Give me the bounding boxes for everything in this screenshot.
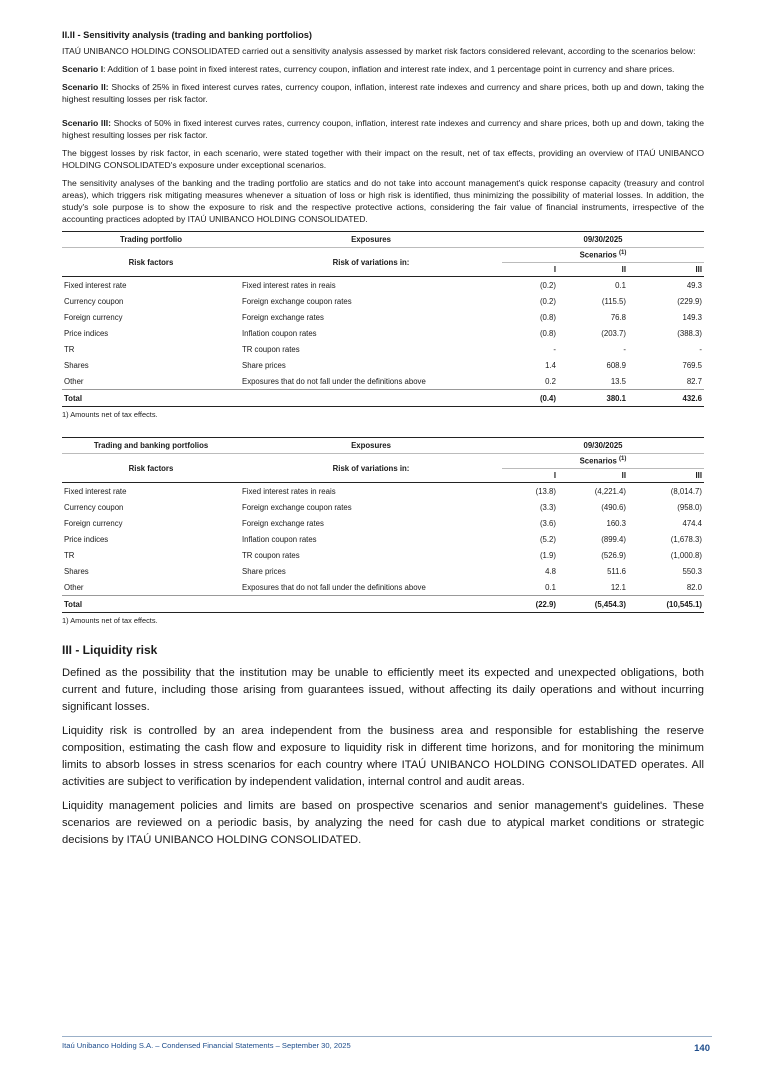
risk-factors-header: Risk factors xyxy=(62,248,240,277)
risk-factor-cell: Shares xyxy=(64,360,89,370)
liquidity-paragraph-1: Defined as the possibility that the institution may be unable to efficiently meet its expected and unexpected obligations, both current and future, including those arising from guarantees issued, without affecting its daily operations and without incurring significant losses. xyxy=(62,667,704,713)
scenario-2-value: 608.9 xyxy=(606,360,626,370)
total-label: Total xyxy=(62,390,240,407)
date-header: 09/30/2025 xyxy=(502,438,704,454)
table-row xyxy=(62,309,704,325)
section-title: II.II - Sensitivity analysis (trading and banking portfolios) xyxy=(62,30,313,40)
scenario-3-value: (958.0) xyxy=(677,502,702,512)
footer-text: Itaú Unibanco Holding S.A. – Condensed Financial Statements – September 30, 2025 xyxy=(62,1041,351,1050)
table-row xyxy=(62,563,704,579)
scenario-col-1: I xyxy=(502,469,558,483)
scenario-1-value: (0.8) xyxy=(539,328,556,338)
total-row xyxy=(62,390,704,407)
scenario-col-1: I xyxy=(502,263,558,277)
table-row xyxy=(62,515,704,531)
total-s2: 380.1 xyxy=(558,390,628,407)
risk-variation-cell: Exposures that do not fall under the definitions above xyxy=(242,376,426,386)
table-row xyxy=(62,531,704,547)
scenario-3-value: 49.3 xyxy=(686,280,702,290)
scenario-2-value: 0.1 xyxy=(615,280,626,290)
total-row xyxy=(62,596,704,613)
scenario-3-value: - xyxy=(699,344,702,354)
page-content xyxy=(62,26,704,856)
total-s2: (5,454.3) xyxy=(558,596,628,613)
table-row xyxy=(62,373,704,390)
exposures-header: Exposures xyxy=(240,232,502,248)
scenario-3-value: (8,014.7) xyxy=(670,486,702,496)
page-footer xyxy=(62,1036,712,1054)
scenario-col-2: II xyxy=(558,263,628,277)
scenario-col-3: III xyxy=(628,263,704,277)
risk-factors-header: Risk factors xyxy=(62,454,240,483)
statics-paragraph: The sensitivity analyses of the banking and the trading portfolio are statics and do not take into account management's quick response capacity (treasury and control areas), which triggers risk mitigating measures whenever a situation of loss or high risk is identified, thus minimizing the possibility of material losses. In addition, the study's sole purpose is to show the exposure to risk and the respective protective actions, considering the fair value of financial instruments, irrespective of the accounting practices adopted by ITAÚ UNIBANCO HOLDING CONSOLIDATED. xyxy=(62,178,704,224)
risk-factor-cell: TR xyxy=(64,550,75,560)
risk-factor-cell: Shares xyxy=(64,566,89,576)
scenario-2-paragraph xyxy=(62,81,704,105)
scenario-2-value: (526.9) xyxy=(601,550,626,560)
risk-variation-cell: Share prices xyxy=(242,566,286,576)
total-s3: 432.6 xyxy=(628,390,704,407)
risk-factor-cell: Price indices xyxy=(64,534,109,544)
risk-variation-cell: Fixed interest rates in reais xyxy=(242,486,336,496)
liquidity-title: III - Liquidity risk xyxy=(62,643,158,657)
scenario-col-2: II xyxy=(558,469,628,483)
scenario-2-value: (115.5) xyxy=(601,296,626,306)
scenario-1-value: 0.2 xyxy=(545,376,556,386)
exposures-header: Exposures xyxy=(240,438,502,454)
trading-banking-table xyxy=(62,437,704,613)
risk-factor-cell: Price indices xyxy=(64,328,109,338)
scenario-3-value: 82.0 xyxy=(686,582,702,592)
table-row xyxy=(62,325,704,341)
scenario-2-value: - xyxy=(623,344,626,354)
risk-factor-cell: Fixed interest rate xyxy=(64,280,127,290)
table-row xyxy=(62,277,704,294)
scenario-1-value: 4.8 xyxy=(545,566,556,576)
page-number: 140 xyxy=(694,1043,710,1054)
table-row xyxy=(62,483,704,500)
scenario-1-value: (1.9) xyxy=(539,550,556,560)
scenario-1-text: : Addition of 1 base point in fixed interest rates, currency coupon, inflation and interest rate index, and 1 percentage point in currency and share prices. xyxy=(103,64,675,74)
scenarios-header: Scenarios $^{(1)}$ xyxy=(502,248,704,263)
portfolio-header: Trading and banking portfolios xyxy=(62,438,240,454)
scenario-2-value: 76.8 xyxy=(610,312,626,322)
losses-paragraph: The biggest losses by risk factor, in each scenario, were stated together with their impact on the result, net of tax effects, providing an overview of ITAÚ UNIBANCO HOLDING CONSOLIDATED's exposure under exceptional scenarios. xyxy=(62,148,704,170)
scenario-2-value: 12.1 xyxy=(610,582,626,592)
scenario-3-paragraph xyxy=(62,117,704,141)
risk-factor-cell: Currency coupon xyxy=(64,296,124,306)
risk-factor-cell: Fixed interest rate xyxy=(64,486,127,496)
table-row xyxy=(62,499,704,515)
risk-factor-cell: TR xyxy=(64,344,75,354)
risk-variation-cell: Share prices xyxy=(242,360,286,370)
scenario-1-value: (0.2) xyxy=(539,296,556,306)
risk-variation-cell: Foreign exchange coupon rates xyxy=(242,296,352,306)
scenario-2-value: (4,221.4) xyxy=(594,486,626,496)
table-row xyxy=(62,547,704,563)
scenario-3-value: 769.5 xyxy=(682,360,702,370)
scenario-1-value: - xyxy=(553,344,556,354)
risk-variation-cell: Exposures that do not fall under the definitions above xyxy=(242,582,426,592)
total-s3: (10,545.1) xyxy=(628,596,704,613)
risk-factor-cell: Foreign currency xyxy=(64,518,123,528)
risk-factor-cell: Currency coupon xyxy=(64,502,124,512)
scenario-3-value: 474.4 xyxy=(682,518,702,528)
scenario-2-value: (899.4) xyxy=(601,534,626,544)
scenario-2-value: 13.5 xyxy=(610,376,626,386)
scenario-3-value: (229.9) xyxy=(677,296,702,306)
scenario-3-value: 550.3 xyxy=(682,566,702,576)
scenario-1-value: (0.8) xyxy=(539,312,556,322)
scenario-1-value: (3.3) xyxy=(539,502,556,512)
scenario-1-value: (3.6) xyxy=(539,518,556,528)
risk-factor-cell: Other xyxy=(64,582,84,592)
scenario-3-value: (1,678.3) xyxy=(670,534,702,544)
table-note: 1) Amounts net of tax effects. xyxy=(62,616,158,625)
scenario-2-value: (203.7) xyxy=(601,328,626,338)
trading-portfolio-table xyxy=(62,231,704,407)
scenario-2-value: (490.6) xyxy=(601,502,626,512)
portfolio-header: Trading portfolio xyxy=(62,232,240,248)
risk-variation-cell: Foreign exchange coupon rates xyxy=(242,502,352,512)
table-note: 1) Amounts net of tax effects. xyxy=(62,410,158,419)
liquidity-paragraph-2: Liquidity risk is controlled by an area independent from the business area and responsible for establishing the reserve composition, estimating the cash flow and exposure to liquidity risk in different time horizons, and for monitoring the minimum limits to absorb losses in stress scenarios for each country where ITAÚ UNIBANCO HOLDING CONSOLIDATED operates. All activities are subject to verification by independent validation, internal control and audit areas. xyxy=(62,725,704,788)
scenario-1-value: 0.1 xyxy=(545,582,556,592)
scenario-3-value: (1,000.8) xyxy=(670,550,702,560)
scenario-3-value: 149.3 xyxy=(682,312,702,322)
scenario-1-value: (0.2) xyxy=(539,280,556,290)
scenario-3-value: (388.3) xyxy=(677,328,702,338)
risk-variations-header: Risk of variations in: xyxy=(240,248,502,277)
scenario-1-label: Scenario I xyxy=(62,64,104,74)
scenario-1-value: 1.4 xyxy=(545,360,556,370)
risk-variation-cell: Inflation coupon rates xyxy=(242,328,317,338)
risk-variation-cell: Foreign exchange rates xyxy=(242,312,324,322)
table-row xyxy=(62,341,704,357)
scenario-1-paragraph xyxy=(62,63,704,75)
liquidity-paragraph-3: Liquidity management policies and limits are based on prospective scenarios and senior management's guidelines. These scenarios are reviewed on a periodic basis, by analyzing the need for cash due to atypical market conditions or strategic decisions by ITAÚ UNIBANCO HOLDING CONSOLIDATED. xyxy=(62,800,704,846)
risk-variation-cell: Fixed interest rates in reais xyxy=(242,280,336,290)
risk-factor-cell: Foreign currency xyxy=(64,312,123,322)
risk-variation-cell: Inflation coupon rates xyxy=(242,534,317,544)
scenario-2-value: 511.6 xyxy=(607,566,626,576)
table-row xyxy=(62,357,704,373)
scenario-1-value: (5.2) xyxy=(539,534,556,544)
scenarios-header: Scenarios $^{(1)}$ xyxy=(502,454,704,469)
risk-variation-cell: Foreign exchange rates xyxy=(242,518,324,528)
scenario-2-label: Scenario II: xyxy=(62,82,109,92)
scenario-3-label: Scenario III: xyxy=(62,118,111,128)
scenario-3-text: Shocks of 50% in fixed interest curves rates, currency coupon, inflation, interest rate indexes and currency and share prices, both up and down, taking the highest resulting losses per risk factor. xyxy=(62,118,704,140)
total-s1: (0.4) xyxy=(502,390,558,407)
total-label: Total xyxy=(62,596,240,613)
scenario-col-3: III xyxy=(628,469,704,483)
scenario-1-value: (13.8) xyxy=(535,486,556,496)
total-s1: (22.9) xyxy=(502,596,558,613)
table-row xyxy=(62,579,704,596)
date-header: 09/30/2025 xyxy=(502,232,704,248)
scenario-2-value: 160.3 xyxy=(606,518,626,528)
scenario-2-text: Shocks of 25% in fixed interest curves rates, currency coupon, inflation, interest rate indexes and currency and share prices, both up and down, taking the highest resulting losses per risk factor. xyxy=(62,82,704,104)
scenario-3-value: 82.7 xyxy=(686,376,702,386)
risk-variation-cell: TR coupon rates xyxy=(242,550,300,560)
risk-factor-cell: Other xyxy=(64,376,84,386)
risk-variations-header: Risk of variations in: xyxy=(240,454,502,483)
table-row xyxy=(62,293,704,309)
risk-variation-cell: TR coupon rates xyxy=(242,344,300,354)
intro-paragraph: ITAÚ UNIBANCO HOLDING CONSOLIDATED carried out a sensitivity analysis assessed by market risk factors considered relevant, according to the scenarios below: xyxy=(62,46,696,56)
